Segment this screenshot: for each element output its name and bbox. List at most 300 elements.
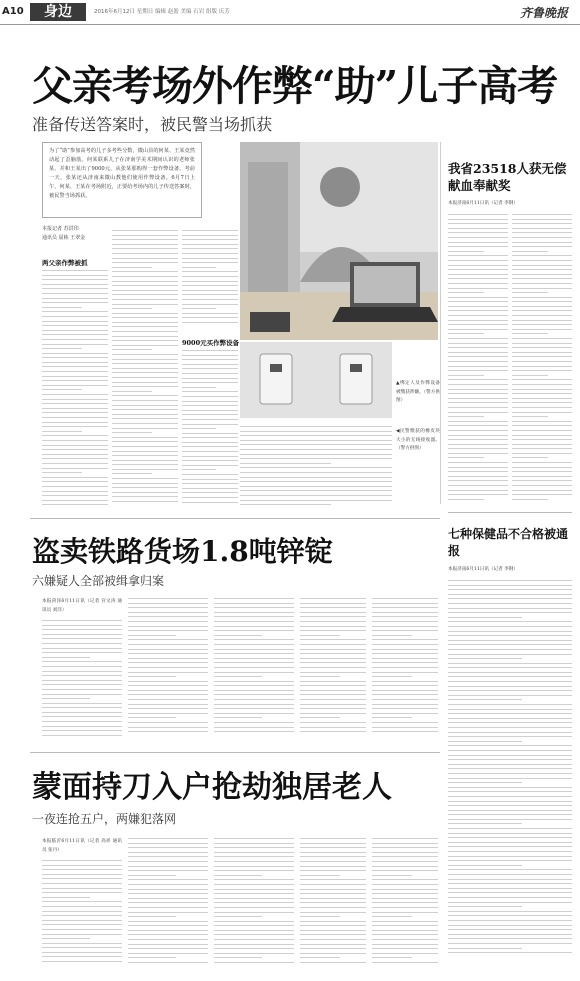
text-line xyxy=(42,952,122,953)
text-line xyxy=(112,501,178,502)
text-line xyxy=(448,485,508,486)
text-line xyxy=(42,293,108,294)
text-line xyxy=(214,667,294,668)
text-line xyxy=(182,391,238,392)
text-line xyxy=(42,707,122,708)
text-line xyxy=(214,962,294,963)
text-line xyxy=(512,453,572,454)
text-line xyxy=(42,389,82,390)
text-line xyxy=(112,483,178,484)
text-line xyxy=(42,671,122,672)
text-line xyxy=(448,384,508,385)
text-line xyxy=(372,685,438,686)
text-line xyxy=(448,869,572,870)
text-line xyxy=(214,635,262,636)
text-line xyxy=(42,321,108,322)
text-line xyxy=(214,676,262,677)
text-line xyxy=(448,393,508,394)
text-line xyxy=(512,407,572,408)
text-line xyxy=(42,947,122,948)
text-line xyxy=(372,612,438,613)
text-line xyxy=(112,267,152,268)
text-line xyxy=(112,294,178,295)
text-line xyxy=(112,359,178,360)
side1-body-col-1 xyxy=(448,214,508,504)
text-line xyxy=(300,699,366,700)
text-line xyxy=(214,717,262,718)
text-line xyxy=(42,652,122,653)
text-line xyxy=(112,391,152,392)
text-line xyxy=(112,423,178,424)
text-line xyxy=(448,494,508,495)
text-line xyxy=(448,925,572,926)
text-line xyxy=(448,842,572,843)
text-line xyxy=(448,242,508,243)
text-line xyxy=(300,603,366,604)
text-line xyxy=(512,320,572,321)
text-line xyxy=(182,433,238,434)
text-line xyxy=(182,382,238,383)
text-line xyxy=(42,730,122,731)
text-line xyxy=(512,384,572,385)
text-line xyxy=(112,478,178,479)
text-line xyxy=(240,500,392,501)
text-line xyxy=(512,255,572,256)
text-line xyxy=(300,704,366,705)
text-line xyxy=(182,401,238,402)
text-line xyxy=(182,428,216,429)
text-line xyxy=(448,745,572,746)
text-line xyxy=(112,377,178,378)
text-line xyxy=(42,376,108,377)
text-line xyxy=(42,298,108,299)
story2-byline: 本报菏泽6月11日讯（记者 宫文涛 通讯员 刘洋） xyxy=(42,599,122,613)
text-line xyxy=(214,889,294,890)
text-line xyxy=(300,685,366,686)
text-line xyxy=(128,685,208,686)
text-line xyxy=(240,495,392,496)
text-line xyxy=(42,458,108,459)
text-line xyxy=(182,262,238,263)
text-line xyxy=(372,644,438,645)
text-line xyxy=(42,371,108,372)
text-line xyxy=(42,689,122,690)
text-line xyxy=(448,338,508,339)
text-line xyxy=(372,921,438,922)
text-line xyxy=(300,866,366,867)
text-line xyxy=(448,915,572,916)
text-line xyxy=(372,957,412,958)
text-line xyxy=(182,359,238,360)
text-line xyxy=(448,658,522,659)
text-line xyxy=(128,667,208,668)
text-line xyxy=(512,393,572,394)
text-line xyxy=(42,648,122,649)
text-line xyxy=(42,426,108,427)
text-line xyxy=(42,316,108,317)
text-line xyxy=(128,944,208,945)
text-line xyxy=(448,626,572,627)
text-line xyxy=(128,635,176,636)
text-line xyxy=(448,476,508,477)
text-line xyxy=(512,430,572,431)
text-line xyxy=(182,451,238,452)
text-line xyxy=(112,354,178,355)
text-line xyxy=(448,343,508,344)
text-line xyxy=(448,764,572,765)
text-line xyxy=(182,276,238,277)
text-line xyxy=(214,649,294,650)
text-line xyxy=(128,681,208,682)
text-line xyxy=(372,626,438,627)
text-line xyxy=(112,326,178,327)
text-line xyxy=(112,313,178,314)
text-line xyxy=(42,500,108,501)
text-line xyxy=(512,480,572,481)
text-line xyxy=(448,663,572,664)
text-line xyxy=(214,953,294,954)
text-line xyxy=(42,675,122,676)
text-line xyxy=(240,435,392,436)
text-line xyxy=(300,727,366,728)
text-line xyxy=(448,320,508,321)
text-line xyxy=(448,713,572,714)
text-line xyxy=(240,444,392,445)
text-line xyxy=(448,398,508,399)
story3-subhead: 一夜连抢五户，两嫌犯落网 xyxy=(32,812,177,826)
text-line xyxy=(512,315,572,316)
text-line xyxy=(128,699,208,700)
text-line xyxy=(42,353,108,354)
text-line xyxy=(512,494,572,495)
text-line xyxy=(512,297,572,298)
text-line xyxy=(240,449,392,450)
text-line xyxy=(240,431,392,432)
text-line xyxy=(42,924,122,925)
text-line xyxy=(372,672,438,673)
text-line xyxy=(182,317,238,318)
text-line xyxy=(512,329,572,330)
text-line xyxy=(128,912,208,913)
text-line xyxy=(112,299,178,300)
text-line xyxy=(300,861,366,862)
side1-body-col-2 xyxy=(512,214,572,504)
text-line xyxy=(300,626,366,627)
text-line xyxy=(182,364,238,365)
text-line xyxy=(512,278,572,279)
lead-subhead: 准备传送答案时，被民警当场抓获 xyxy=(32,115,273,134)
text-line xyxy=(112,469,178,470)
text-line xyxy=(128,962,208,963)
text-line xyxy=(372,694,438,695)
text-line xyxy=(448,603,572,604)
text-line xyxy=(448,471,508,472)
text-line xyxy=(42,694,122,695)
text-line xyxy=(300,598,366,599)
text-line xyxy=(372,639,438,640)
text-line xyxy=(372,616,438,617)
text-line xyxy=(128,630,208,631)
text-line xyxy=(112,317,178,318)
text-line xyxy=(182,290,238,291)
text-line xyxy=(42,906,122,907)
story2-body-col-3 xyxy=(214,598,294,740)
text-line xyxy=(128,870,208,871)
text-line xyxy=(300,957,340,958)
text-line xyxy=(512,490,572,491)
text-line xyxy=(128,875,176,876)
text-line xyxy=(112,308,152,309)
text-line xyxy=(512,462,572,463)
text-line xyxy=(42,938,90,939)
text-line xyxy=(214,957,262,958)
rule-1 xyxy=(30,518,440,519)
text-line xyxy=(214,690,294,691)
text-line xyxy=(42,878,122,879)
text-line xyxy=(214,681,294,682)
text-line xyxy=(182,281,238,282)
text-line xyxy=(300,708,366,709)
text-line xyxy=(448,934,572,935)
text-line xyxy=(182,299,238,300)
text-line xyxy=(448,490,508,491)
text-line xyxy=(300,690,366,691)
text-line xyxy=(300,939,366,940)
text-line xyxy=(448,621,572,622)
text-line xyxy=(112,239,178,240)
lead-subhead-1: 两父亲作弊被抓 xyxy=(42,259,88,267)
text-line xyxy=(448,768,572,769)
text-line xyxy=(448,347,508,348)
text-line xyxy=(512,370,572,371)
text-line xyxy=(112,368,178,369)
side1-byline: 本报济南6月11日讯（记者 李钢） xyxy=(448,201,518,206)
text-line xyxy=(512,389,572,390)
text-line xyxy=(448,943,572,944)
text-line xyxy=(214,939,294,940)
text-line xyxy=(128,722,208,723)
text-line xyxy=(128,843,208,844)
text-line xyxy=(448,640,572,641)
text-line xyxy=(128,921,208,922)
text-line xyxy=(512,274,572,275)
text-line xyxy=(300,717,340,718)
text-line xyxy=(448,736,572,737)
story2-subhead: 六嫌疑人全部被缉拿归案 xyxy=(32,574,165,588)
text-line xyxy=(214,930,294,931)
text-line xyxy=(182,322,238,323)
text-line xyxy=(128,662,208,663)
text-line xyxy=(182,437,238,438)
text-line xyxy=(512,269,572,270)
text-line xyxy=(42,270,108,271)
text-line xyxy=(448,594,572,595)
text-line xyxy=(214,948,294,949)
text-line xyxy=(214,722,294,723)
text-line xyxy=(448,430,508,431)
text-line xyxy=(300,907,366,908)
text-line xyxy=(300,672,366,673)
text-line xyxy=(512,416,548,417)
text-line xyxy=(128,847,208,848)
text-line xyxy=(448,782,522,783)
text-line xyxy=(112,331,178,332)
text-line xyxy=(240,426,392,427)
text-line xyxy=(448,598,572,599)
text-line xyxy=(448,814,572,815)
text-line xyxy=(214,884,294,885)
text-line xyxy=(448,856,572,857)
text-line xyxy=(214,912,294,913)
text-line xyxy=(214,621,294,622)
text-line xyxy=(448,246,508,247)
text-line xyxy=(300,838,366,839)
text-line xyxy=(42,956,122,957)
text-line xyxy=(182,419,238,420)
text-line xyxy=(42,449,108,450)
text-line xyxy=(448,228,508,229)
text-line xyxy=(372,635,412,636)
text-line xyxy=(372,902,438,903)
text-line xyxy=(512,421,572,422)
text-line xyxy=(448,690,572,691)
text-line xyxy=(300,948,366,949)
text-line xyxy=(372,630,438,631)
text-line xyxy=(42,716,122,717)
text-line xyxy=(372,681,438,682)
text-line xyxy=(448,416,484,417)
text-line xyxy=(372,866,438,867)
text-line xyxy=(42,638,122,639)
text-line xyxy=(300,676,340,677)
text-line xyxy=(448,457,484,458)
text-line xyxy=(448,727,572,728)
text-line xyxy=(128,616,208,617)
text-line xyxy=(128,708,208,709)
page-number: A10 xyxy=(2,6,24,17)
text-line xyxy=(448,892,572,893)
text-line xyxy=(214,856,294,857)
text-line xyxy=(42,865,122,866)
text-line xyxy=(512,214,572,215)
text-line xyxy=(448,709,572,710)
text-line xyxy=(448,278,508,279)
text-line xyxy=(128,731,208,732)
text-line xyxy=(512,223,572,224)
text-line xyxy=(372,676,412,677)
text-line xyxy=(214,843,294,844)
text-line xyxy=(214,603,294,604)
text-line xyxy=(448,833,572,834)
text-line xyxy=(128,925,208,926)
text-line xyxy=(128,902,208,903)
text-line xyxy=(112,487,178,488)
text-line xyxy=(42,726,122,727)
photo-suspect-laptop xyxy=(240,142,438,340)
text-line xyxy=(448,801,572,802)
text-line xyxy=(372,930,438,931)
text-line xyxy=(112,446,178,447)
text-line xyxy=(42,288,108,289)
text-line xyxy=(300,856,366,857)
text-line xyxy=(240,481,392,482)
text-line xyxy=(42,275,108,276)
text-line xyxy=(372,861,438,862)
text-line xyxy=(300,902,366,903)
text-line xyxy=(448,667,572,668)
text-line xyxy=(112,276,178,277)
text-line xyxy=(182,258,238,259)
text-line xyxy=(448,617,522,618)
section-tag: 身边 xyxy=(30,3,86,21)
text-line xyxy=(372,731,438,732)
text-line xyxy=(448,255,508,256)
text-line xyxy=(42,892,122,893)
text-line xyxy=(372,852,438,853)
text-line xyxy=(448,791,572,792)
text-line xyxy=(300,921,366,922)
text-line xyxy=(448,356,508,357)
text-line xyxy=(448,260,508,261)
text-line xyxy=(448,938,572,939)
text-line xyxy=(372,690,438,691)
text-line xyxy=(42,901,122,902)
text-line xyxy=(448,819,572,820)
text-line xyxy=(448,686,572,687)
text-line xyxy=(128,898,208,899)
text-line xyxy=(448,759,572,760)
text-line xyxy=(448,453,508,454)
text-line xyxy=(112,244,178,245)
text-line xyxy=(214,598,294,599)
text-line xyxy=(300,713,366,714)
text-line xyxy=(300,621,366,622)
text-line xyxy=(448,375,484,376)
text-line xyxy=(112,409,178,410)
text-line xyxy=(112,262,178,263)
text-line xyxy=(112,248,178,249)
text-line xyxy=(214,838,294,839)
text-line xyxy=(128,644,208,645)
text-line xyxy=(372,658,438,659)
text-line xyxy=(240,467,392,468)
text-line xyxy=(448,315,508,316)
text-line xyxy=(512,338,572,339)
text-line xyxy=(448,444,508,445)
text-line xyxy=(182,368,238,369)
text-line xyxy=(112,460,178,461)
text-line xyxy=(214,852,294,853)
text-line xyxy=(448,297,508,298)
text-line xyxy=(42,357,108,358)
text-line xyxy=(128,916,176,917)
text-line xyxy=(448,269,508,270)
text-line xyxy=(182,235,238,236)
text-line xyxy=(448,635,572,636)
lead-body-col-3b xyxy=(182,350,238,510)
text-line xyxy=(448,948,522,949)
text-line xyxy=(448,851,572,852)
text-line xyxy=(240,490,392,491)
text-line xyxy=(512,457,548,458)
text-line xyxy=(372,699,438,700)
text-line xyxy=(182,479,238,480)
text-line xyxy=(372,722,438,723)
text-line xyxy=(300,649,366,650)
text-line xyxy=(448,644,572,645)
text-line xyxy=(42,911,122,912)
text-line xyxy=(512,448,572,449)
